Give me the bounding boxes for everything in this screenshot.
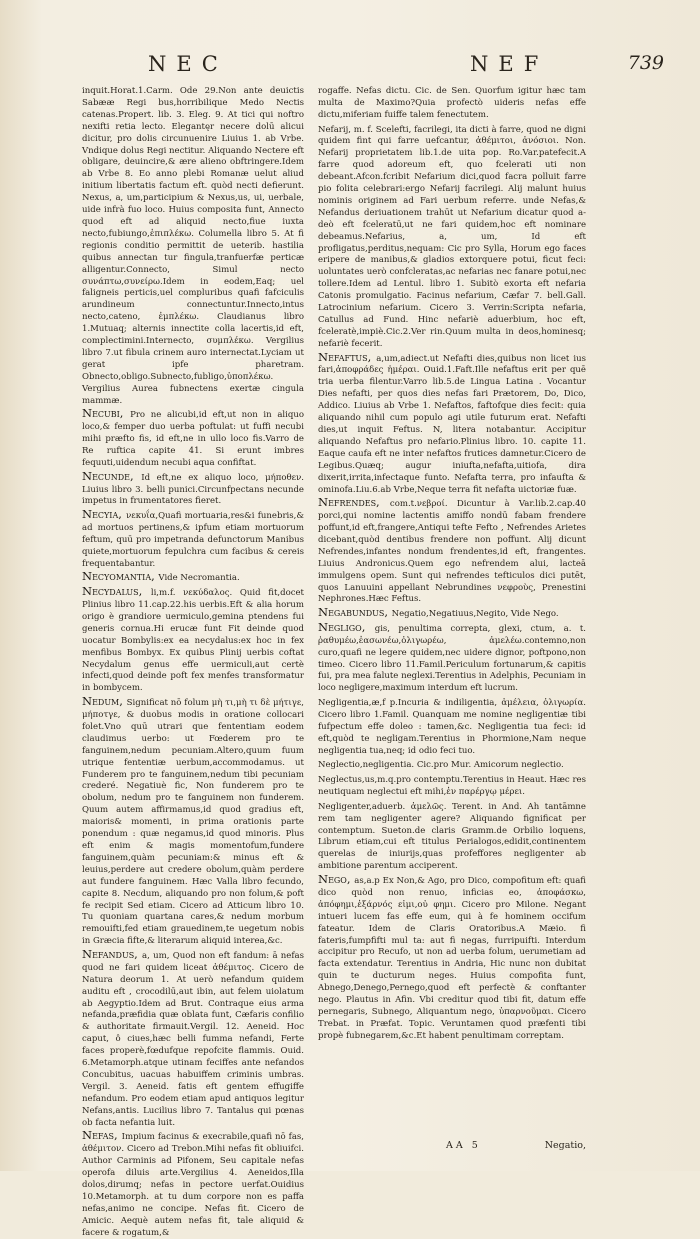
dictionary-entry	[318, 800, 586, 873]
entry-text: rogaffe. Nefas dictu. Cic. de Sen. Quorfum igitur hæc tam multa de Maximo?Quia profectò uideris nefas effe dictu,miferiam fuiffe talem fenectutem.	[318, 86, 586, 120]
dictionary-entry	[318, 84, 586, 122]
entry-headword: Necyia,	[82, 507, 127, 522]
entry-text: gis, penultima correpta, glexi, ctum, a. t. ῥαθυμέω,ἐασωνέω,ὀλιγωρέω, ἀμελέω.contemno,non curo,quafi ne legere quidem,nec uidere dignor, poftpono,non timeo. Cicero libro 11.Famil.Periculum fortunarum,& capitis fui, pra mea falute neglexi.Terentius in Adelphis, Pecuniam in loco negligere,maximum interdum eft lucrum.	[318, 623, 586, 694]
entry-headword: Negligo,	[318, 619, 375, 634]
dictionary-entry	[82, 1130, 304, 1239]
dictionary-entry	[318, 871, 586, 1043]
dictionary-entry	[318, 497, 586, 606]
running-head-right: NEF	[470, 52, 549, 76]
entry-text: Negligentia,æ,f p.Incuria & indiligentia, ἀμέλεια, ὀλιγωρία. Cicero libro 1.Famil. Quanquam me nomine negligentiæ tibi fufpectum effe doleo : tamen,&c. Negligentia tua feci: id eft,quòd te negligam.Terentius in Phormione,Nam neque negligentia tua,neq; id odio feci tuo.	[318, 698, 586, 756]
dictionary-entry	[82, 509, 304, 571]
entry-text: Id eft,ne ex aliquo loco, μήποθεν. Liuius libro 3. belli punici.Circunfpectans necunde impetus in frumentatores fieret.	[82, 472, 304, 507]
entry-headword: Necydalus,	[82, 584, 151, 599]
entry-headword: Necyomantia,	[82, 569, 159, 584]
entry-text: Pro ne alicubi,id eft,ut non in aliquo loco,& femper duo uerba poftulat: ut fuffi necubi mihi præfto fis, id eft,ne in ullo loco fis.Varro de Re ruftica capite 41. Si erunt imbres fequuti,uidendum necubi aqua confiftat.	[82, 410, 304, 468]
entry-headword: Nefrendes,	[318, 495, 390, 510]
dictionary-entry	[318, 619, 586, 695]
entry-text: Negatio,Negatiuus,Negito, Vide Nego.	[391, 609, 559, 620]
dictionary-entry	[318, 123, 586, 351]
entry-headword: Negabundus,	[318, 605, 392, 620]
page-footer	[318, 1140, 586, 1158]
entry-headword: Nefandus,	[82, 946, 143, 961]
entry-text: as,a.p Ex Non,& Ago, pro Dico, compofitum eft: quafi dico quòd non renuo, inficias eo, ἀποφάσκω, ἀπόφημι,ἐξάρνός εἰμι,οὐ φημι. Cicero pro Milone. Negant intueri lucem fas effe eum, qui à fe hominem occifum fateatur. Idem de Claris Oratoribus.A Mæio. fi fateris,fumpfifti mul ta: aut fi negas, furripuifti. Interdum accipitur pro Recufo, ut non ad uerba folum, uerumetiam ad facta extendatur. Terentius in Andria, Hic nunc non dubitat quin te ducturum neges. Huius compofita funt, Abnego,Denego,Pernego,quod eft perfectè & conftanter nego. Plautus in Afin. Vbi creditur quod tibi fit, datum effe pernegaris, Subnego, Aliquantum nego, ὑπαρνοῦμαι. Cicero Trebat. in Præfat. Topic. Veruntamen quod præfenti tibi propè fubnegarem,&c.Et habent penultimam correptam.	[318, 875, 586, 1041]
entry-headword: Necunde,	[82, 468, 142, 483]
entry-headword: Nego,	[318, 871, 355, 886]
dictionary-entry	[318, 773, 586, 799]
dictionary-entry	[82, 696, 304, 948]
entry-text: Nefarij, m. f. Scelefti, facrilegi, ita dicti à farre, quod ne digni quidem fint qui farre uefcantur, ἀθέμιτοι, ἀνόσιοι. Non. Nefarij proprietatem lib.1.de uita pop. Ro.Var.patefecit.A farre quod adoreum eft, quo fcelerati uti non debeant.Afcon.fcribit Nefarium dici,quod facra polluit farre pio folita celebrari:ergo Nefarij facrilegi. Alij malunt huius nominis originem ad Fari uerbum referre. unde Nefas,& Nefandus deriuationem trahūt ut Nefarium dicatur quod a-deò eft fceleratū,ut ne fari quidem,hoc eft nominare debeamus.Nefarius, a, um, Id eft profligatus,perditus,nequam: Cic pro Sylla, Horum ego faces eripere de manibus,& gladios extorquere potui, ficut feci: uoluntates uerò confcleratas,ac nefarias nec fanare potui,nec tollere.Idem ad Lentul. libro 1. Subitò exorta eft nefaria Catonis promulgatio. Facinus nefarium, Cæfar 7. bell.Gall. Latrocinium nefarium. Cicero 3. Verrin:Scripta nefaria, Catullus ad Fund. Hinc nefariè aduerbium, hoc eft, fceleratè,impiè.Cic.2.Ver rin.Quum multa in deos,hominesq; nefariè fecerit.	[318, 124, 586, 349]
entry-text: li,m.f. νεκύδαλος. Quid fit,docet Plinius libro 11.cap.22.his uerbis.Eft & alia horum origo è grandiore uermiculo,gemina ptendens fui generis cornua.Hi erucæ funt Fit deinde quod uocatur Bombylis:ex ea necydalus:ex hoc in fex menfibus Bombyx. Ex quibus Plinij uerbis coftat Necydalum genus effe uermiculi,aut certè infecti,quod deinde poft fex menfes transformatur in bombycem.	[82, 588, 304, 694]
entry-text: νεκυΐα,Quafi mortuaria,res&i funebris,& ad mortuos pertinens,& ipfum etiam mortuorum feftum, quū pro impetranda defunctorum Manibus quiete,mortuorum fepulchra cum facibus & cereis frequentabantur.	[82, 511, 304, 569]
dictionary-entry	[82, 586, 304, 695]
entry-text: a, um, Quod non eft fandum: ā nefas quod ne fari quidem liceat ἀθέμιτος. Cicero de Natura deorum 1. At uerò nefandum quidem auditu eft , crocodilū,aut ibin, aut felem uiolatum ab Aegyptio.Idem ad Brut. Contraque eius arma nefanda,præfidia quæ oblata funt, Cæfaris confilio & authoritate firmauit.Vergil. 12. Aeneid. Hoc caput, ô ciues,hæc belli fumma nefandi, Ferte faces properè,fœdufque repofcite flammis. Ouid. 6.Metamorph.atque utinam feciffes ante nefandos Concubitus, uacuas habuiffem criminis umbras. Vergil. 3. Aeneid. fatis eft gentem effugiffe nefandum. Pro eodem etiam apud antiquos legitur Nefans,antis. Lucilius libro 7. Tantalus qui pœnas ob facta nefantia luit.	[82, 950, 305, 1128]
right-column	[318, 84, 586, 1134]
dictionary-entry	[82, 84, 304, 407]
entry-headword: Necubi,	[82, 406, 131, 421]
entry-text: Vide Necromantia.	[158, 573, 240, 584]
entry-headword: Nefaftus,	[318, 349, 377, 364]
dictionary-entry	[318, 758, 586, 772]
entry-text: a,um,adiect.ut Nefafti dies,quibus non licet ius fari,ἀποφράδες ἡμέραι. Ouid.1.Faft.Ille nefaftus erit per quē tria uerba filentur.Varro lib.5.de Lingua Latina . Vocantur Dies nefafti, per quos dies nefas fari Prætorem, Do, Dico, Addico. Liuius ab Vrbe 1. Nefaftos, faftofque dies fecit: quia aliquando nihil cum populo agi utile futurum erat. Nefafti dies,ut inquit Feftus. N, litera notabantur. Accipitur aliquando Nefaftus pro nefario.Plinius libro. 10. capite 11. Eaque caufa eft ne inter nefaftos frutices damnetur.Cicero de Legibus.Quæq; augur iniufta,nefafta,uitiofa, dira dixerit,irrita,infectaque funto. Nefafta terra, pro infaufta & ominofa.Liu.6.ab Vrbe,Neque terra fit nefafta uictoriæ fuæ.	[318, 353, 586, 495]
left-column	[82, 84, 305, 1238]
entry-text: Impium facinus & execrabile,quafi nō fas, ἀθέμιτον. Cicero ad Trebon.Mihi nefas fit obliuifci. Author Carminis ad Pifonem, Seu capitale nefas operofa diluis arte.Vergilius 4. Aeneidos,Illa dolos,dirumq; nefas in pectore uerfat.Ouidius 10.Metamorph. at tu dum corpore non es paffa nefas,animo ne concipe. Nefas fit. Cicero de Amicic. Aequè autem nefas fit, tale aliquid & facere & rogatum,&	[82, 1132, 305, 1238]
dictionary-entry	[82, 468, 304, 509]
signature-mark: AA 5	[446, 1140, 481, 1151]
entry-headword: Nefas,	[82, 1128, 122, 1143]
dictionary-entry	[318, 349, 586, 497]
entry-text: Neglectus,us,m.q.pro contemptu.Terentius in Heaut. Hæc res neutiquam neglectui eft mihi,ἐν παρέργῳ μέρει.	[318, 775, 586, 798]
page-number: 739	[627, 52, 664, 74]
entry-text: Significat nō folum μὴ τι,μὴ τι δὲ μήτιγε, μήποτγε, & duobus modis in oratione collocari folet.Vno quū utrari que fententiam eodem claudimus uerbo: ut Fœderem pro te fanguinem,nedum pecuniam.Altero,quum fuum utrique fententiæ uerbum,accommodamus. ut Funderem pro te fanguinem,nedum tibi pecuniam crederé. Negatiuè fic, Non funderem pro te obolum, nedum pro te fanguinem non funderem. Quum autem affirmamus,id quod gradius eft, maioris& momenti, in prima orationis parte ponendum : quæ negamus,id quod minoris. Plus eft enim & magis momentofum,fundere fanguinem,quàm pecuniam:& minus eft & leuius,perdere aut credere obolum,quàm perdere aut fundere fanguinem. Hæc Valla libro fecundo, capite 8. Necdum, aliquando pro non folum,& poft fe recipit Sed etiam. Cicero ad Atticum libro 10. Tu quoniam quartana cares,& nedum morbum remouifti,fed etiam grauedinem,te uegetum nobis in Græcia fifte,& literarum aliquid interea,&c.	[82, 698, 304, 947]
dictionary-entry	[82, 946, 305, 1130]
page-header	[80, 52, 672, 80]
dictionary-entry	[82, 408, 304, 470]
catchword: Negatio,	[544, 1140, 586, 1151]
entry-text: inquit.Horat.1.Carm. Ode 29.Non ante deuictis Sabææ Regi bus,horribilique Medo Nectis catenas.Propert. lib. 3. Eleg. 9. At tici qui noftro nexifti retia lecto. Elegantęr necere dolū alicui dicitur, pro dolis circunuenire Liuius 1. ab Vrbe. Vndique dolus Regi nectitur. Aliquando Nectere eft obligare, deuincire,& ære alieno obftringere.Idem ab Vrbe 8. Eo anno plebi Romanæ uelut aliud initium libertatis factum eft. quòd necti defierunt. Nexus, a, um,participium & Nexus,us, ui, uerbale, uide infrà fuo loco. Huius composita funt, Annecto quod eft ad aliquid necto,fiue iuxta necto,fubiungo,ἐπιπλέκω. Columella libro 5. At fi regionis conditio permittit de ueterib. hastilia quibus annectan tur fingula,tranfuerfæ perticæ alligentur.Connecto, Simul necto συνάπτω,συνείρω.Idem in eodem,Eaq; uel faligneis perticis,uel compluribus quafi fafciculis arundineum connectuntur.Innecto,intus necto,cateno, ἐμπλέκω. Claudianus libro 1.Mutuaq; alternis innectite colla lacertis,id eft, complectimini.Internecto, συμπλέκω. Vergilius libro 7.ut fibula crinem auro internectat.Lyciam ut gerat ipfe pharetram. Obnecto,obligo.Subnecto,fubligo,ὑποπλέκω. Vergilius Aurea fubnectens exertæ cingula mammæ.	[82, 86, 304, 406]
entry-text: Negligenter,aduerb. ἀμελῶς. Terent. in And. Ah tantāmne rem tam negligenter agere? Aliquando fignificat per contemptum. Sueton.de claris Gramm.de Orbilio loquens, Librum etiam,cui eft titulus Perialogos,edidit,continentem querelas de iniurijs,quas profeffores negligenter ab ambitione parentum acciperent.	[318, 801, 586, 872]
running-head-left: NEC	[148, 52, 228, 76]
entry-headword: Nedum,	[82, 694, 127, 709]
dictionary-entry	[318, 696, 586, 758]
entry-text: com.t.νεβροί. Dicuntur à Var.lib.2.cap.40 porci,qui nomine lactentis amiffo nondū fabam frendere poffunt,id eft,frangere,Antiqui tefte Fefto , Nefrendes Arietes dicebant,quòd dentibus frendere non poffunt. Alij dicunt Nefrendes,infantes nondum frendentes,id eft, frangentes. Liuius Andronicus.Quem ego nefrendem alui, lacteā immulgens opem. Sunt qui nefrendes tefticulos dici putēt, quos Lanuuini appellant Nebrundines νεφροὺς, Prenestini Nephrones.Hæc Feftus.	[318, 499, 586, 605]
entry-text: Neglectio,negligentia. Cic.pro Mur. Amicorum neglectio.	[318, 760, 564, 771]
